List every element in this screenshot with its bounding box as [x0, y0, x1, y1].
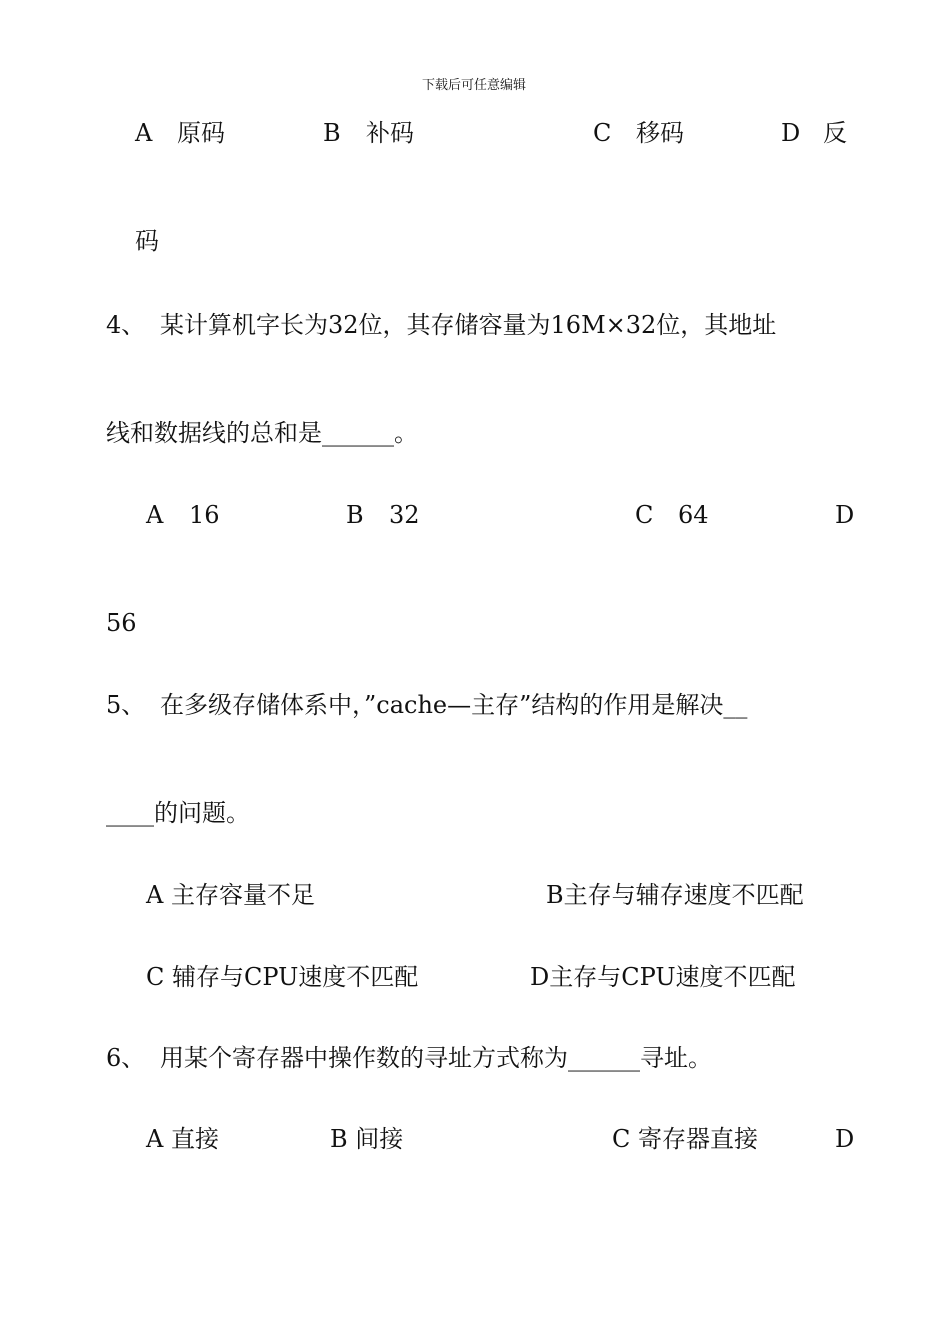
option-d-text-wrap: 56: [106, 609, 137, 637]
question-text-line-1: 某计算机字长为32位，其存储容量为16M×32位，其地址: [160, 311, 777, 339]
option-d-text-wrap: 码: [135, 227, 159, 255]
option-c-letter: C: [635, 501, 654, 529]
option-c-letter: C: [593, 119, 612, 147]
option-c-text: 64: [678, 501, 709, 529]
option-d-letter: D: [781, 119, 801, 147]
option-a-letter: A: [135, 119, 153, 147]
question-text-line-2: ____的问题。: [106, 799, 250, 827]
option-b: B 间接: [330, 1125, 404, 1153]
option-a-text: 原码: [177, 119, 225, 147]
question-text-line-2: 线和数据线的总和是______。: [106, 419, 418, 447]
option-a: A 主存容量不足: [146, 881, 315, 909]
option-b: B主存与辅存速度不匹配: [546, 881, 804, 909]
option-b-text: 32: [389, 501, 420, 529]
question-text-line-1: 用某个寄存器中操作数的寻址方式称为______寻址。: [160, 1044, 712, 1072]
option-d: D主存与CPU速度不匹配: [530, 963, 796, 991]
option-c: C 辅存与CPU速度不匹配: [146, 963, 419, 991]
page-header: 下载后可任意编辑: [422, 78, 527, 93]
question-number: 4、: [106, 311, 146, 339]
question-number: 5、: [106, 691, 146, 719]
question-text-line-1: 在多级存储体系中，”cache—主存”结构的作用是解决__: [160, 691, 748, 719]
option-b-letter: B: [346, 501, 364, 529]
option-b-letter: B: [323, 119, 341, 147]
option-a-text: 16: [189, 501, 220, 529]
option-d-letter: D: [835, 501, 855, 529]
option-b-text: 补码: [366, 119, 414, 147]
option-a: A 直接: [146, 1125, 219, 1153]
option-a-letter: A: [146, 501, 164, 529]
option-c-text: 移码: [636, 119, 684, 147]
question-number: 6、: [106, 1044, 146, 1072]
option-c: C 寄存器直接: [612, 1125, 758, 1153]
option-d-text: 反: [823, 119, 847, 147]
option-d: D: [835, 1125, 855, 1153]
